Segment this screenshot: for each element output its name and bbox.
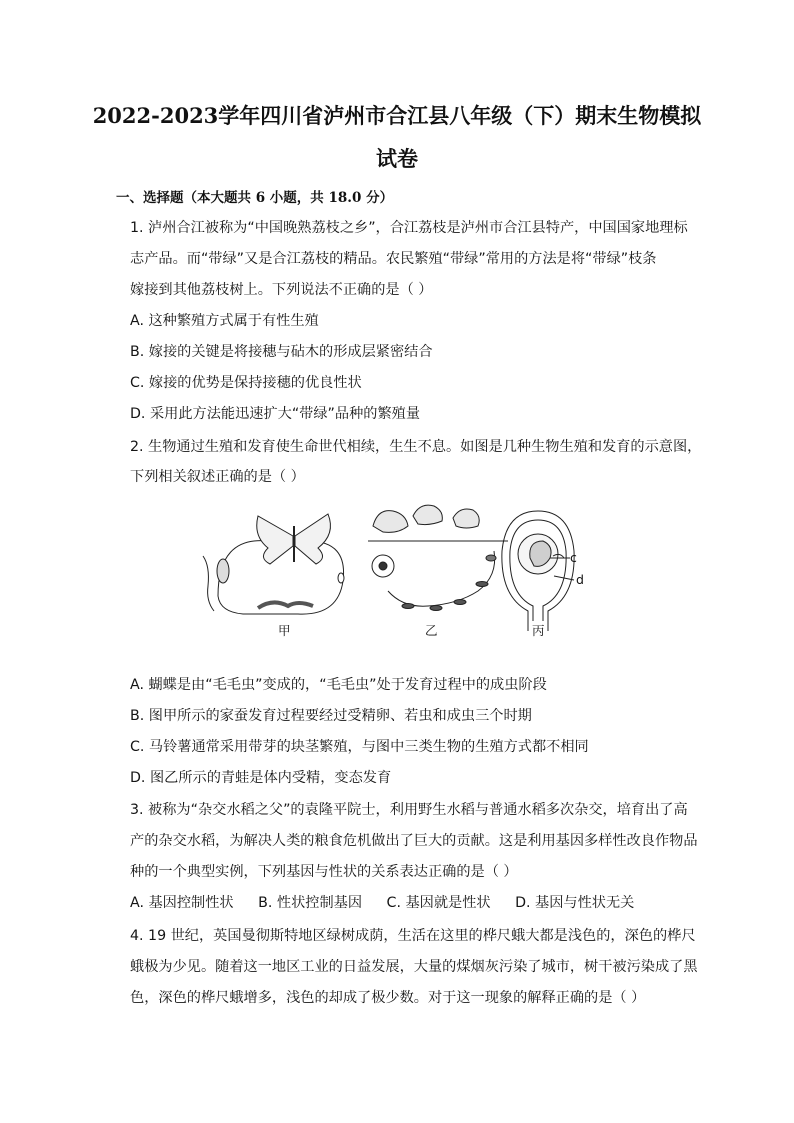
tadpole-icon-3: [454, 600, 466, 605]
question-3-option-c: C. 基因就是性状: [386, 895, 491, 911]
embryo-diagram: [502, 511, 574, 631]
frog-cycle: [368, 505, 508, 610]
question-3-options-row: [130, 893, 654, 913]
life-cycle-figure: [198, 496, 592, 642]
tadpole-icon-5: [486, 555, 496, 561]
question-3-line-1: 3. 被称为“杂交水稻之父”的袁隆平院士，利用野生水稻与普通水稻多次杂交，培育出了高: [130, 802, 688, 818]
question-3-line-3: 种的一个典型实例，下列基因与性状的关系表达正确的是（ ）: [130, 864, 518, 880]
question-2-option-c: C. 马铃薯通常采用带芽的块茎繁殖，与图中三类生物的生殖方式都不相同: [130, 739, 589, 755]
egg-icon: [338, 573, 344, 583]
tadpole-icon-4: [476, 582, 488, 587]
question-2-line-1: 2. 生物通过生殖和发育使生命世代相续，生生不息。如图是几种生物生殖和发育的示意图，: [130, 439, 702, 455]
question-3-option-b: B. 性状控制基因: [258, 895, 363, 911]
question-4-line-1: 4. 19 世纪，英国曼彻斯特地区绿树成荫，生活在这里的桦尺蛾大都是浅色的，深色的桦尺: [130, 928, 696, 944]
tadpole-icon-2: [430, 606, 442, 611]
branch-icon: [203, 556, 214, 611]
section-heading: 一、选择题（本大题共 6 小题，共 18.0 分）: [116, 190, 394, 206]
figure-label-bing: 丙: [532, 623, 545, 638]
question-1-option-c: C. 嫁接的优势是保持接穗的优良性状: [130, 375, 362, 391]
figure-label-jia: 甲: [278, 623, 291, 638]
page-title-line2: 试卷: [376, 146, 418, 171]
question-1-line-1: 1. 泸州合江被称为“中国晚熟荔枝之乡”，合江荔枝是泸州市合江县特产，中国国家地理标: [130, 220, 688, 236]
question-2-option-d: D. 图乙所示的青蛙是体内受精，变态发育: [130, 770, 392, 786]
frog-icon-1: [373, 511, 408, 533]
question-2-line-2: 下列相关叙述正确的是（ ）: [130, 469, 305, 485]
pupa-icon: [217, 559, 229, 583]
page-title-line1: 2022-2023学年四川省泸州市合江县八年级（下）期末生物模拟: [92, 103, 702, 128]
question-2-option-b: B. 图甲所示的家蚕发育过程要经过受精卵、若虫和成虫三个时期: [130, 708, 532, 724]
question-1-option-a: A. 这种繁殖方式属于有性生殖: [130, 313, 319, 329]
figure-label-yi: 乙: [425, 623, 438, 638]
question-1-line-2: 志产品。而“带绿”又是合江荔枝的精品。农民繁殖“带绿”常用的方法是将“带绿”枝条: [130, 251, 657, 267]
question-3-option-a: A. 基因控制性状: [130, 895, 234, 911]
butterfly-right-wing: [295, 514, 330, 564]
question-3-option-d: D. 基因与性状无关: [515, 895, 635, 911]
question-4-line-3: 色，深色的桦尺蛾增多，浅色的却成了极少数。对于这一现象的解释正确的是（ ）: [130, 990, 646, 1006]
question-3-line-2: 产的杂交水稻，为解决人类的粮食危机做出了巨大的贡献。这是利用基因多样性改良作物品: [130, 833, 698, 849]
question-1-option-d: D. 采用此方法能迅速扩大“带绿”品种的繁殖量: [130, 406, 421, 422]
question-4-line-2: 蛾极为少见。随着这一地区工业的日益发展，大量的煤烟灰污染了城市，树干被污染成了黑: [130, 959, 698, 975]
caterpillar-icon: [258, 602, 313, 608]
question-1-line-3: 嫁接到其他荔枝树上。下列说法不正确的是（ ）: [130, 282, 433, 298]
tadpole-icon-1: [402, 604, 414, 609]
question-1-option-b: B. 嫁接的关键是将接穗与砧木的形成层紧密结合: [130, 344, 433, 360]
figure-annot-c: c: [570, 550, 577, 565]
figure-annot-d: d: [576, 572, 584, 587]
butterfly-cycle: [203, 514, 344, 614]
cycle-arrow-yi: [388, 551, 495, 606]
frog-icon-2: [413, 505, 442, 524]
butterfly-left-wing: [257, 516, 293, 564]
frog-icon-3: [453, 509, 479, 528]
question-2-option-a: A. 蝴蝶是由“毛毛虫”变成的，“毛毛虫”处于发育过程中的成虫阶段: [130, 677, 547, 693]
